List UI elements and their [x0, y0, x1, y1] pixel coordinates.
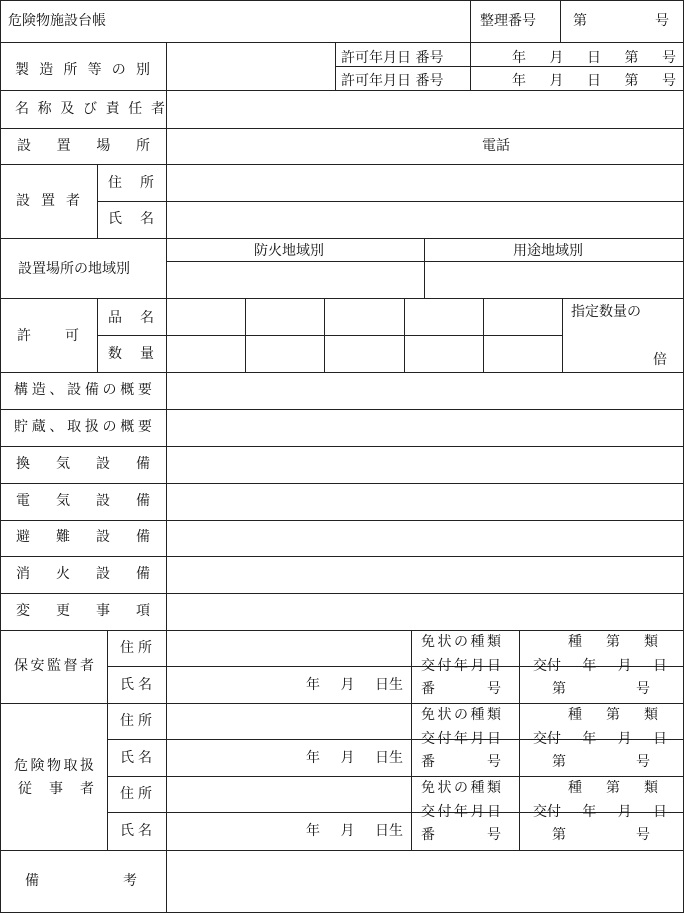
person-name-field[interactable] [167, 813, 297, 849]
kyoka-date-label: 許可年月日 番号 [341, 50, 444, 66]
hinmei-cell[interactable] [405, 299, 483, 335]
henkou-label: 変 更 事 項 [16, 603, 150, 619]
license-kind-label: 免 状 の 種 類 [421, 634, 501, 650]
person-name-field[interactable] [167, 667, 297, 703]
license-kind-value: 種 第 類 [568, 634, 658, 650]
hinan-label: 避 難 設 備 [16, 529, 150, 545]
license-number-label: 番 号 [421, 681, 501, 697]
person-birth-label: 年 月 日生 [306, 677, 403, 693]
denki-field[interactable] [167, 484, 683, 520]
license-date-label: 交 付 年 月 日 [421, 731, 501, 747]
license-number-value: 第 号 [552, 754, 650, 770]
rule-line [470, 0, 471, 43]
kouzou-label: 構 造 、 設 備 の 概 要 [14, 382, 152, 398]
kyoka-label: 許 可 [17, 328, 79, 344]
kanki-label: 換 気 設 備 [16, 456, 150, 472]
person-name-field[interactable] [167, 740, 297, 776]
basho-label: 設 置 場 所 [17, 138, 150, 154]
hinmei-cell[interactable] [167, 299, 245, 335]
person-addr-label: 住 所 [120, 640, 152, 656]
person-addr-field[interactable] [167, 704, 410, 739]
person-addr-label: 住 所 [120, 786, 152, 802]
shouka-label: 消 火 設 備 [16, 566, 150, 582]
license-date-label: 交 付 年 月 日 [421, 658, 501, 674]
hinan-field[interactable] [167, 520, 683, 556]
rule-line [107, 630, 108, 851]
person-addr-field[interactable] [167, 631, 410, 666]
person-name-label: 氏 名 [120, 750, 152, 766]
hoan-label: 保 安 監 督 者 [14, 658, 94, 674]
basho-field[interactable] [167, 129, 467, 164]
license-date-value: 交付 年 月 日 [533, 658, 667, 674]
rule-line [0, 0, 1, 913]
license-number-value: 第 号 [552, 827, 650, 843]
setchisha-name-label: 氏 名 [108, 211, 154, 227]
setchisha-label: 設 置 者 [16, 193, 80, 209]
suryo-cell[interactable] [325, 336, 404, 372]
kouzou-field[interactable] [167, 373, 683, 409]
license-number-label: 番 号 [421, 754, 501, 770]
tel-label: 電話 [482, 138, 510, 154]
hinmei-cell[interactable] [484, 299, 562, 335]
rule-line [0, 42, 684, 43]
suryo-cell[interactable] [246, 336, 324, 372]
setchisha-name-field[interactable] [167, 202, 683, 238]
license-number-value: 第 号 [552, 681, 650, 697]
form-title: 危険物施設台帳 [8, 13, 106, 29]
suryo-label: 数 量 [108, 346, 154, 362]
license-number-label: 番 号 [421, 827, 501, 843]
biko-label: 備 考 [25, 873, 137, 889]
rule-line [166, 411, 167, 631]
license-kind-label: 免 状 の 種 類 [421, 780, 501, 796]
setchisha-addr-field[interactable] [167, 165, 683, 201]
meisho-label: 名 称 及 び 責 任 者 [15, 101, 165, 117]
shouka-field[interactable] [167, 557, 683, 593]
seiri-go: 号 [655, 13, 669, 29]
license-date-value: 交付 年 月 日 [533, 804, 667, 820]
toriatsukai-label: 危 険 物 取 扱 [14, 758, 94, 774]
person-addr-field[interactable] [167, 777, 410, 812]
bouka-label: 防火地域別 [254, 243, 324, 259]
rule-line [0, 238, 684, 239]
rule-line [335, 66, 684, 67]
shitei-label: 指定数量の [571, 304, 641, 320]
denki-label: 電 気 設 備 [16, 493, 150, 509]
youto-field[interactable] [425, 262, 683, 298]
suryo-cell[interactable] [405, 336, 483, 372]
seiri-number-field[interactable] [561, 1, 682, 42]
bouka-field[interactable] [167, 262, 424, 298]
chiiki-label: 設置場所の地域別 [18, 261, 130, 277]
license-kind-value: 種 第 類 [568, 707, 658, 723]
hinmei-label: 品 名 [108, 310, 154, 326]
license-kind-value: 種 第 類 [568, 780, 658, 796]
toriatsukai-label-2: 従 事 者 [18, 781, 94, 797]
rule-line [411, 630, 412, 851]
person-birth-label: 年 月 日生 [306, 750, 403, 766]
biko-field[interactable] [167, 851, 683, 912]
person-name-label: 氏 名 [120, 677, 152, 693]
suryo-cell[interactable] [484, 336, 562, 372]
person-birth-label: 年 月 日生 [306, 823, 403, 839]
rule-line [519, 630, 520, 851]
bai-label: 倍 [653, 352, 667, 368]
meisho-field[interactable] [167, 91, 683, 128]
license-date-value: 交付 年 月 日 [533, 731, 667, 747]
kyoka-date-label: 許可年月日 番号 [341, 73, 444, 89]
license-kind-label: 免 状 の 種 類 [421, 707, 501, 723]
person-name-label: 氏 名 [120, 823, 152, 839]
hinmei-cell[interactable] [325, 299, 404, 335]
kanki-field[interactable] [167, 447, 683, 483]
suryo-cell[interactable] [167, 336, 245, 372]
chozou-label: 貯 蔵 、 取 扱 の 概 要 [14, 419, 152, 435]
seizo-type-field[interactable] [167, 43, 335, 90]
hinmei-cell[interactable] [246, 299, 324, 335]
person-addr-label: 住 所 [120, 713, 152, 729]
henkou-field[interactable] [167, 594, 683, 630]
license-date-label: 交 付 年 月 日 [421, 804, 501, 820]
kyoka-date-value: 年 月 日 第 号 [512, 73, 676, 89]
youto-label: 用途地域別 [513, 243, 583, 259]
seiri-label: 整理番号 [480, 13, 536, 29]
seiri-dai: 第 [573, 13, 587, 29]
setchisha-addr-label: 住 所 [108, 175, 154, 191]
chozou-field[interactable] [167, 410, 683, 446]
seizo-label: 製 造 所 等 の 別 [15, 62, 150, 78]
kyoka-date-value: 年 月 日 第 号 [512, 50, 676, 66]
